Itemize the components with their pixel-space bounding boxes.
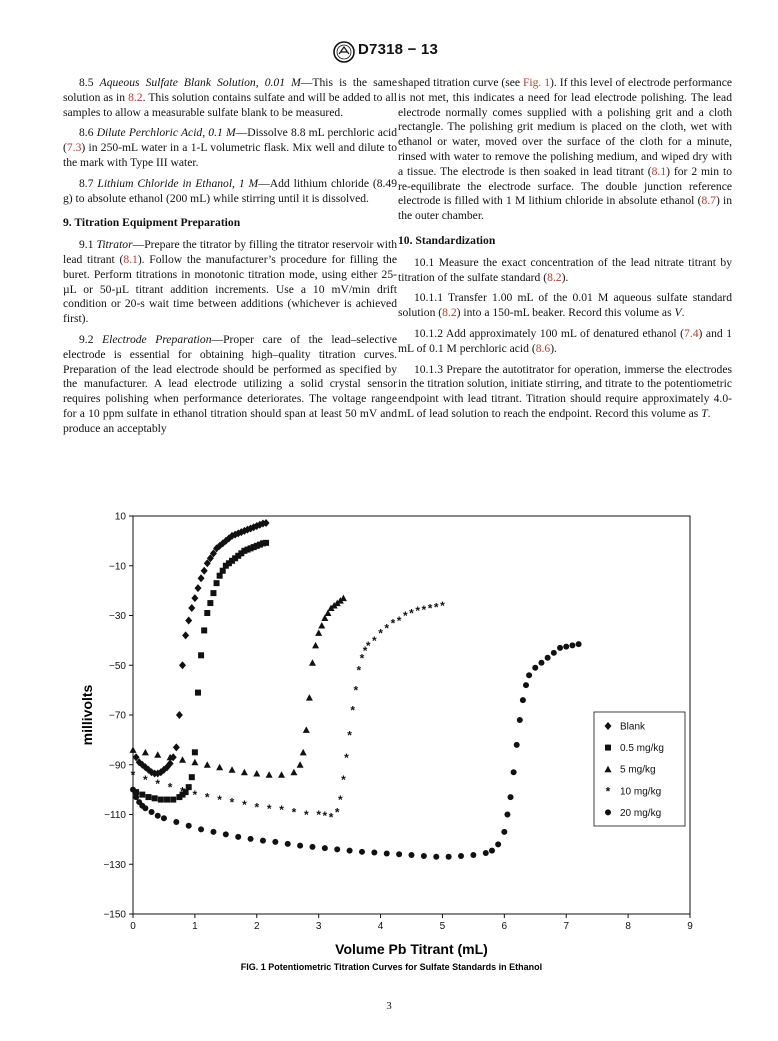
titration-chart — [60, 500, 740, 975]
data-point — [309, 844, 315, 850]
data-point — [508, 794, 514, 800]
legend-label: 0.5 mg/kg — [620, 743, 664, 755]
data-point — [489, 848, 495, 854]
data-point — [229, 766, 236, 773]
data-point — [303, 726, 310, 733]
data-point: * — [334, 805, 340, 820]
data-point — [198, 574, 205, 582]
data-point: * — [204, 790, 210, 805]
data-point — [195, 690, 201, 696]
data-point — [214, 580, 220, 586]
data-point — [204, 610, 210, 616]
data-point: * — [155, 776, 161, 791]
data-point — [188, 604, 195, 612]
data-point — [272, 839, 278, 845]
data-marks — [130, 519, 582, 860]
data-point: * — [427, 601, 433, 616]
paragraph-9-2: 9.2 Electrode Preparation—Proper care of the lead–selective electrode is essential for obtaining high–quality titration curves. Preparation of the lead electrode should be performed as specified by the manufacturer. A lead electrode utilizing a solid crystal sensor requires polishing when performance deteriorates. The voltage range for a 10 ppm sulfate in ethanol titration should span at least 50 mV and produce an acceptably — [63, 332, 397, 435]
right-column — [398, 76, 732, 428]
data-point — [158, 797, 164, 803]
data-point — [384, 851, 390, 857]
paragraph-10-1: 10.1 Measure the exact concentration of the lead nitrate titrant by titration of the sulfate standard (8.2). — [398, 255, 732, 284]
legend-marker: * — [605, 784, 611, 799]
data-point: * — [440, 599, 445, 614]
y-tick-label: −10 — [109, 561, 126, 573]
data-point — [179, 661, 186, 669]
data-point — [198, 826, 204, 832]
paragraph-10-1-2: 10.1.2 Add approximately 100 mL of denatured ethanol (7.4) and 1 mL of 0.1 M perchloric acid (8.6). — [398, 326, 732, 355]
data-point — [322, 845, 328, 851]
series-0 — [133, 519, 270, 777]
figure-ref-link[interactable]: Fig. 1 — [522, 76, 551, 89]
data-point — [191, 759, 198, 766]
data-point — [201, 567, 208, 575]
data-point — [130, 787, 136, 793]
data-point — [155, 813, 161, 819]
data-point — [216, 764, 223, 771]
left-column — [63, 76, 397, 443]
x-tick-label: 3 — [315, 921, 322, 932]
data-point — [253, 770, 260, 777]
data-point — [545, 655, 551, 661]
data-point — [371, 850, 377, 856]
legend-label: 10 mg/kg — [620, 786, 662, 798]
data-point: * — [322, 809, 328, 824]
data-point — [501, 829, 507, 835]
data-point — [557, 645, 563, 651]
data-point — [551, 650, 557, 656]
data-point: * — [303, 808, 309, 822]
data-point: * — [378, 626, 383, 641]
data-point — [179, 756, 186, 763]
paragraph-10-1-3: 10.1.3 Prepare the autotitrator for operation, immerse the electrodes in the titration solution, initiate stirring, and titrate to the potentiometric endpoint with lead titrant. Titration should require approximately 4.0-mL of lead solution to reach the endpoint. Record this volume as T. — [398, 362, 732, 420]
data-point: * — [344, 750, 349, 765]
section-10-heading: 10. Standardization — [398, 233, 496, 247]
data-point: * — [242, 798, 247, 813]
data-point — [359, 849, 365, 855]
data-point: * — [291, 805, 297, 820]
astm-logo-icon — [333, 41, 355, 63]
data-point: * — [353, 683, 359, 698]
ref-link[interactable]: 7.3 — [66, 141, 82, 155]
data-point — [194, 584, 201, 592]
x-axis-label: Volume Pb Titrant (mL) — [335, 941, 488, 957]
data-point — [173, 743, 180, 751]
data-point: * — [266, 801, 272, 816]
data-point — [309, 659, 316, 666]
page-header — [0, 0, 778, 64]
data-point: * — [409, 606, 414, 621]
ref-link[interactable]: 8.1 — [651, 164, 667, 178]
data-point — [201, 627, 207, 633]
y-tick-label: −90 — [109, 760, 126, 772]
data-point — [204, 761, 211, 768]
x-tick-label: 4 — [377, 921, 384, 932]
data-point — [145, 794, 151, 800]
x-tick-label: 9 — [687, 921, 693, 932]
data-point: * — [130, 768, 136, 783]
data-point — [347, 848, 353, 854]
data-point: * — [328, 810, 334, 825]
y-tick-label: −50 — [109, 660, 126, 672]
data-point — [263, 540, 269, 546]
paragraph-9-1: 9.1 Titrator—Prepare the titrator by filling the titrator reservoir with lead titrant (8.1). Follow the manufacturer’s procedure for filling the buret. Perform titrations in monotonic titration mode, using either 25-µL or 50-µL titrant addition increments. Use a 10 mV/min drift condition or 20-s wait time between additions (whichever is achieved first). — [63, 238, 397, 326]
data-point — [210, 829, 216, 835]
legend — [594, 712, 685, 826]
data-point — [223, 831, 229, 837]
data-point — [396, 851, 402, 857]
data-point: * — [143, 773, 148, 788]
x-tick-label: 2 — [253, 921, 260, 932]
data-point — [526, 672, 532, 678]
data-point: * — [180, 784, 185, 799]
legend-marker — [605, 809, 611, 815]
ref-link[interactable]: 8.6 — [535, 341, 551, 355]
data-point — [514, 742, 520, 748]
page-number: 3 — [386, 1000, 392, 1012]
data-point: * — [217, 793, 222, 808]
data-point — [290, 769, 297, 776]
data-point — [523, 682, 529, 688]
data-point — [520, 697, 526, 703]
data-point — [318, 622, 325, 629]
ref-link[interactable]: 8.2 — [128, 90, 143, 104]
series-3 — [131, 599, 445, 824]
data-point: * — [279, 803, 284, 818]
data-point — [139, 792, 145, 798]
data-point — [446, 854, 452, 860]
x-tick-label: 5 — [439, 921, 446, 932]
data-point: * — [350, 703, 356, 718]
data-point — [161, 815, 167, 821]
data-point — [511, 769, 517, 775]
data-point — [235, 834, 241, 840]
x-tick-label: 6 — [501, 921, 508, 932]
ref-link[interactable]: 8.7 — [701, 194, 716, 208]
data-point — [133, 794, 139, 800]
data-point — [483, 850, 489, 856]
data-point: * — [384, 621, 390, 636]
data-point: * — [359, 651, 365, 666]
data-point — [170, 797, 176, 803]
legend-label: 20 mg/kg — [620, 807, 662, 819]
data-point — [164, 797, 170, 803]
data-point — [173, 819, 179, 825]
ref-link[interactable]: 7.4 — [684, 326, 699, 340]
paragraph-8-7: 8.7 Lithium Chloride in Ethanol, 1 M—Add lithium chloride (8.49 g) to absolute ethanol (200 mL) while stirring until it is dissolved. — [63, 176, 397, 205]
data-point — [495, 841, 501, 847]
data-point — [315, 629, 322, 636]
data-point — [130, 746, 137, 753]
data-point — [563, 644, 569, 650]
data-point — [576, 641, 582, 647]
x-tick-label: 1 — [192, 921, 198, 932]
data-point — [260, 838, 266, 844]
figure-caption: FIG. 1 Potentiometric Titration Curves for Sulfate Standards in Ethanol — [240, 962, 543, 972]
data-point — [210, 590, 216, 596]
data-point — [152, 795, 158, 801]
data-point — [186, 784, 192, 790]
data-point — [198, 652, 204, 658]
data-point — [185, 616, 192, 624]
data-point: * — [415, 604, 421, 619]
data-point — [421, 853, 427, 859]
y-tick-label: 10 — [114, 511, 126, 523]
data-point — [266, 771, 273, 778]
x-tick-label: 7 — [563, 921, 570, 932]
data-point — [297, 761, 304, 768]
data-point — [569, 642, 575, 648]
ref-link[interactable]: 8.2 — [442, 306, 457, 320]
data-point: * — [229, 795, 235, 810]
paragraph-9-2-continued: shaped titration curve (see Fig. 1). If this level of electrode performance is not met, this indicates a need for lead electrode polishing. The lead electrode normally comes supplied with a polishing grit and a cloth rectangle. The polishing grit medium is placed on the cloth, wet with ethanol or water, moved over the surface of the cloth for a minute, rinsed with water to remove the polishing medium, and wiped dry with a tissue. The electrode is then soaked in lead titrant (8.1) for 2 min to re-equilibrate the electrode surface. The double junction reference electrode is filled with 1 M lithium chloride in absolute ethanol (8.7) in the outer chamber. — [398, 76, 733, 223]
data-point: * — [365, 638, 371, 653]
legend-label: Blank — [620, 721, 646, 733]
data-point — [176, 711, 183, 719]
document-id: D7318 − 13 — [358, 41, 438, 58]
data-point — [504, 812, 510, 818]
legend-label: 5 mg/kg — [620, 764, 656, 776]
x-tick-label: 0 — [130, 921, 136, 932]
paragraph-8-5: 8.5 Aqueous Sulfate Blank Solution, 0.01 M—This is the same solution as in 8.2. This solution contains sulfate and will be added to all samples to allow a measurable sulfate blank to be measured. — [63, 76, 398, 119]
data-point — [182, 631, 189, 639]
data-point — [248, 836, 254, 842]
data-point — [470, 852, 476, 858]
paragraph-8-6: 8.6 Dilute Perchloric Acid, 0.1 M—Dissolve 8.8 mL perchloric acid (7.3) in 250-mL water in a 1-L volumetric flask. Mix well and dilute to the mark with Type III water. — [63, 126, 398, 169]
section-9-heading: 9. Titration Equipment Preparation — [63, 216, 241, 230]
data-point — [517, 717, 523, 723]
data-point: * — [254, 800, 260, 815]
data-point: * — [356, 663, 362, 678]
data-point — [142, 749, 149, 756]
data-point — [154, 751, 161, 758]
data-point — [312, 642, 319, 649]
y-tick-label: −130 — [103, 859, 126, 871]
data-point: * — [390, 616, 396, 631]
series-2 — [130, 595, 347, 778]
data-point — [340, 595, 347, 602]
data-point: * — [362, 643, 368, 658]
data-point — [207, 600, 213, 606]
ref-link[interactable]: 8.1 — [123, 252, 138, 266]
legend-marker — [605, 745, 611, 751]
data-point — [142, 805, 148, 811]
y-tick-label: −110 — [104, 810, 126, 821]
data-point: * — [421, 602, 427, 617]
data-point — [458, 853, 464, 859]
data-point — [189, 774, 195, 780]
data-point: * — [433, 600, 439, 615]
data-point — [149, 809, 155, 815]
data-point — [241, 769, 248, 776]
data-point — [300, 749, 307, 756]
data-point — [334, 846, 340, 852]
data-point: * — [192, 788, 198, 803]
data-point — [191, 594, 198, 602]
data-point — [285, 841, 291, 847]
data-point — [538, 660, 544, 666]
data-point — [186, 823, 192, 829]
data-point — [278, 771, 285, 778]
paragraph-10-1-1: 10.1.1 Transfer 1.00 mL of the 0.01 M aqueous sulfate standard solution (8.2) into a 150-mL beaker. Record this volume as V. — [398, 291, 732, 320]
y-tick-label: −70 — [109, 710, 126, 722]
data-point: * — [402, 609, 408, 623]
y-tick-label: −30 — [109, 611, 126, 622]
data-point: * — [341, 773, 346, 788]
data-point — [306, 694, 313, 701]
data-point: * — [347, 728, 352, 743]
data-point — [433, 854, 439, 860]
data-point — [409, 852, 415, 858]
y-tick-label: −150 — [103, 909, 126, 921]
data-point: * — [316, 808, 322, 822]
data-point: * — [372, 633, 377, 648]
data-point — [297, 843, 303, 849]
data-point: * — [396, 613, 402, 628]
y-axis-label: millivolts — [79, 684, 95, 746]
data-point — [532, 665, 538, 671]
ref-link[interactable]: 8.2 — [547, 270, 562, 284]
data-point: * — [167, 780, 173, 795]
x-tick-label: 8 — [625, 921, 631, 932]
data-point: * — [337, 793, 343, 808]
data-point — [192, 749, 198, 755]
